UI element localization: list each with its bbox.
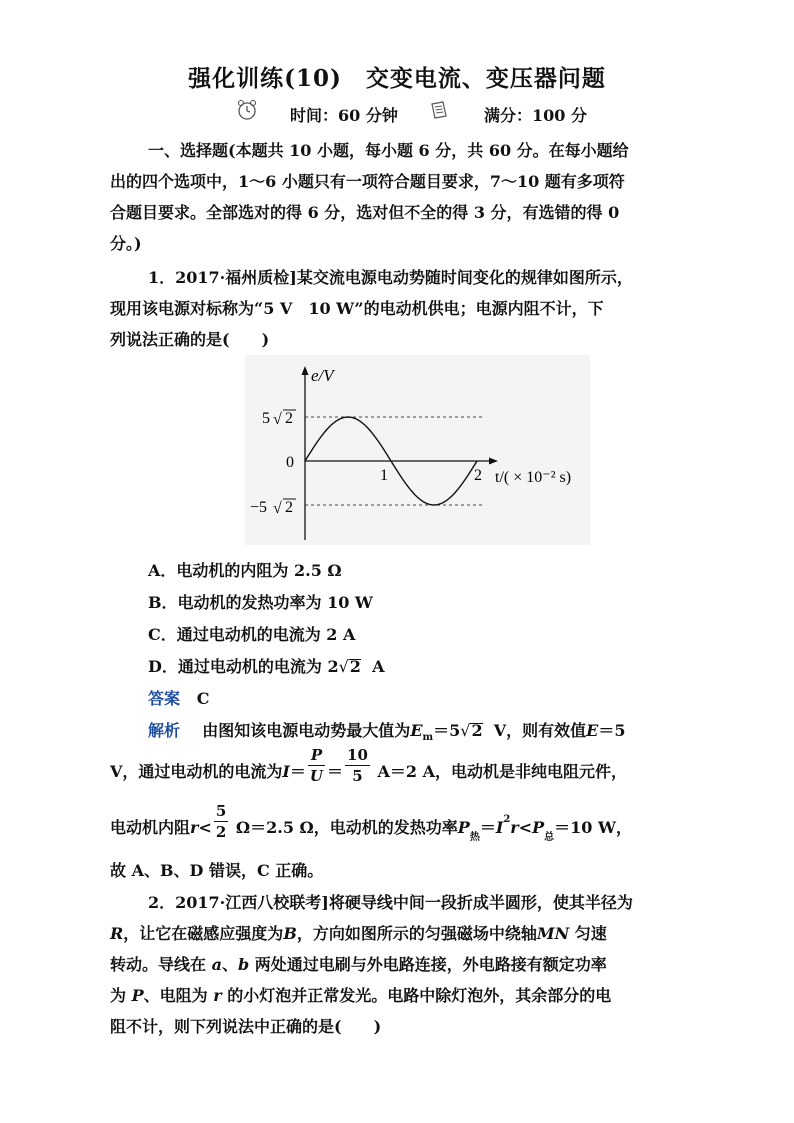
q1-stem-line-2: 现用该电源对标称为“5 V 10 W”的电动机供电；电源内阻不计，下: [110, 299, 604, 318]
analysis-line-4: 故 A、B、D 错误，C 正确。: [110, 861, 324, 880]
symbol-b: B: [283, 924, 297, 943]
q2-text: 将硬导线中间一段折成半圆形，使其半径为: [328, 893, 633, 912]
fraction-denominator: U: [309, 767, 324, 785]
analysis-text: A＝2 A，电动机是非纯电阻元件，: [377, 762, 628, 781]
symbol-b-lower: b: [237, 955, 250, 974]
analysis-text: Ω＝2.5 Ω，电动机的发热功率: [235, 818, 458, 837]
fraction-10-over-5: [345, 745, 370, 786]
analysis-text: 电动机内阻: [110, 818, 191, 837]
section-line-1: 一、选择题(本题共 10 小题，每小题 6 分，共 60 分。在每小题给: [148, 141, 629, 160]
symbol-sup: 2: [503, 813, 511, 825]
symbol-r: r: [510, 818, 519, 837]
x-tick-label-1: 1: [380, 467, 388, 484]
q1-option-c: C．通过电动机的电流为 2 A: [148, 625, 356, 644]
time-label: 时间：60 分钟: [290, 106, 398, 125]
q1-option-d-prefix: D．通过电动机的电流为 2: [148, 657, 339, 676]
q1-option-d-radicand: 2: [349, 657, 361, 676]
q2-text: ，方向如图所示的匀强磁场中绕轴: [296, 924, 537, 943]
analysis-text: ＝5: [433, 721, 461, 740]
q2-text: 、电阻为: [143, 986, 208, 1005]
q2-line-5: 阻不计，则下列说法中正确的是( ): [110, 1017, 382, 1036]
score-label: 满分：100 分: [484, 106, 587, 125]
answer-value: C: [196, 689, 210, 708]
y-min-sqrt-arg: 2: [285, 499, 293, 516]
q1-stem-line-3: 列说法正确的是( ): [110, 330, 270, 349]
sqrt-sign: √: [460, 721, 471, 740]
fraction-p-over-u: [308, 745, 325, 786]
q1-source: 1．2017·福州质检]: [148, 268, 297, 287]
q2-line-3: [110, 952, 607, 975]
analysis-text: ＝5: [598, 721, 626, 740]
analysis-text: <: [518, 818, 533, 837]
q2-line-2: [110, 921, 607, 944]
q2-line-1: [148, 890, 633, 913]
origin-label: 0: [286, 454, 294, 471]
q2-source: 2．2017·江西八校联考]: [148, 893, 329, 912]
section-line-4: 分。): [110, 234, 142, 253]
q2-line-4: [110, 983, 611, 1006]
q1-option-a: A．电动机的内阻为 2.5 Ω: [148, 561, 342, 580]
section-line-3: 合题目要求。全部选对的得 6 分，选对但不全的得 3 分，有选错的得 0: [110, 203, 620, 222]
analysis-text: ＝: [289, 762, 306, 781]
y-axis-label: e/V: [311, 366, 334, 385]
paper-icon: [428, 99, 450, 125]
meta-row: [0, 103, 794, 129]
symbol-sub: 总: [544, 832, 555, 844]
symbol-r: r: [213, 986, 222, 1005]
q2-text: 为: [110, 986, 127, 1005]
symbol-a: a: [211, 955, 222, 974]
section-line-2: 出的四个选项中，1～6 小题只有一项符合题目要求，7～10 题有多项符: [110, 172, 625, 191]
q2-text: 两处通过电刷与外电路连接，外电路接有额定功率: [254, 955, 607, 974]
q1-option-b: B．电动机的发热功率为 10 W: [148, 593, 373, 612]
clock-icon: [236, 99, 258, 125]
symbol-sub: 热: [469, 832, 480, 844]
graph-background: [245, 355, 590, 545]
radicand: 2: [471, 721, 483, 740]
analysis-text: V，则有效值: [493, 721, 587, 740]
symbol-e: E: [586, 721, 599, 740]
q1-option-d-suffix: A: [372, 657, 385, 676]
q2-text: ，让它在磁感应强度为: [123, 924, 284, 943]
symbol-i: I: [282, 762, 290, 781]
q1-answer-row: [148, 686, 209, 709]
fraction-denominator: 2: [215, 823, 227, 841]
q2-text: 的小灯泡并正常发光。电路中除灯泡外，其余部分的电: [227, 986, 612, 1005]
page-title: 强化训练(10) 交变电流、变压器问题: [188, 65, 606, 92]
fraction-numerator: 10: [347, 746, 368, 764]
analysis-text: ＝: [327, 762, 344, 781]
sqrt-sign: √: [338, 657, 349, 676]
x-tick-label-2: 2: [474, 467, 482, 484]
y-max-sqrt-arg: 2: [285, 410, 293, 427]
emf-time-graph: [245, 355, 590, 545]
analysis-text: ＝10 W，: [554, 818, 632, 837]
y-min-sqrt-sign: √: [273, 500, 282, 517]
q1-stem-text-1: 某交流电源电动势随时间变化的规律如图所示，: [296, 268, 633, 287]
symbol-p: P: [457, 818, 470, 837]
analysis-line-2: [110, 745, 627, 786]
fraction-5-over-2: [214, 801, 228, 842]
symbol-e: E: [410, 721, 423, 740]
symbol-p: P: [532, 818, 545, 837]
symbol-r: R: [110, 924, 124, 943]
analysis-text: <: [198, 818, 212, 837]
analysis-line-3: [110, 801, 632, 842]
x-axis-label: t/( × 10⁻² s): [495, 469, 572, 486]
symbol-p: P: [131, 986, 144, 1005]
analysis-line-1: [148, 718, 626, 743]
fraction-denominator: 5: [352, 767, 363, 785]
y-min-coef: −5: [250, 499, 268, 516]
q1-option-d: [148, 654, 385, 677]
analysis-text: 由图知该电源电动势最大值为: [202, 721, 411, 740]
symbol-mn: MN: [536, 924, 570, 943]
symbol-i: I: [495, 818, 504, 837]
q2-text: 匀速: [574, 924, 607, 943]
answer-label: 答案: [148, 689, 181, 708]
q2-text: 转动。导线在: [110, 955, 207, 974]
analysis-label: 解析: [148, 721, 181, 740]
y-max-sqrt-sign: √: [273, 411, 282, 428]
analysis-text: ＝: [479, 818, 496, 837]
fraction-numerator: 5: [215, 802, 227, 820]
symbol-sub: m: [422, 732, 434, 744]
fraction-numerator: P: [308, 745, 325, 766]
symbol-r: r: [190, 818, 199, 837]
y-max-coef: 5: [262, 410, 270, 427]
q2-text: 、: [221, 955, 238, 974]
q1-stem-line-1: [148, 265, 633, 288]
analysis-text: V，通过电动机的电流为: [110, 762, 283, 781]
